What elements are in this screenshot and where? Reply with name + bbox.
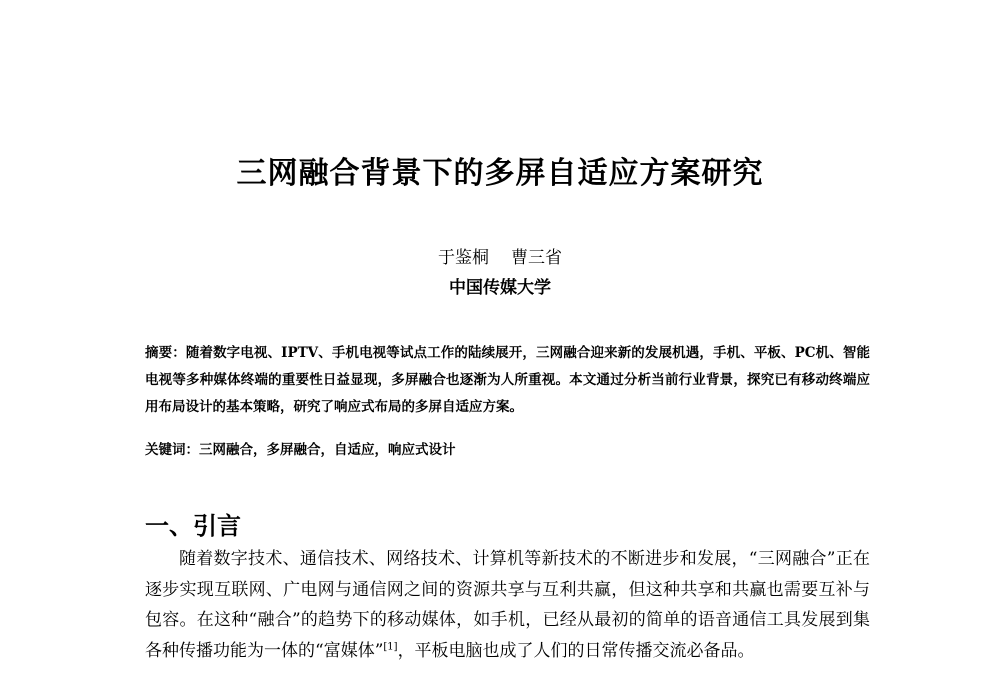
section-heading: 一、引言 [145, 512, 241, 540]
abstract-text: 随着数字电视、IPTV、手机电视等试点工作的陆续展开，三网融合迎来新的发展机遇，手机、平板、PC机、智能电视等多种媒体终端的重要性日益显现，多屏融合也逐渐为人所重视。本文通过分析当前行业背景，探究已有移动终端应用布局设计的基本策略，研究了响应式布局的多屏自适应方案。 [145, 345, 870, 415]
keywords [145, 438, 870, 458]
author-list [0, 243, 1000, 268]
section-body [145, 544, 870, 666]
keywords-text: 三网融合，多屏融合，自适应，响应式设计 [199, 442, 456, 458]
author-name: 于鉴桐 [438, 248, 489, 268]
author-name: 曹三省 [511, 248, 562, 268]
affiliation: 中国传媒大学 [449, 278, 551, 298]
keywords-label: 关键词： [145, 442, 199, 458]
paper-title: 三网融合背景下的多屏自适应方案研究 [236, 156, 764, 191]
citation-marker: [1] [383, 640, 398, 652]
abstract [145, 340, 870, 421]
body-text-part1: 随着数字技术、通信技术、网络技术、计算机等新技术的不断进步和发展，“三网融合”正在逐步实现互联网、广电网与通信网之间的资源共享与互利共赢，但这种共享和共赢也需要互补与包容。在这种“融合”的趋势下的移动媒体，如手机，已经从最初的简单的语音通信工具发展到集各种传播功能为一体的“富媒体” [145, 549, 870, 661]
body-text-part2: ，平板电脑也成了人们的日常传播交流必备品。 [397, 640, 755, 661]
abstract-label: 摘要： [145, 345, 186, 361]
